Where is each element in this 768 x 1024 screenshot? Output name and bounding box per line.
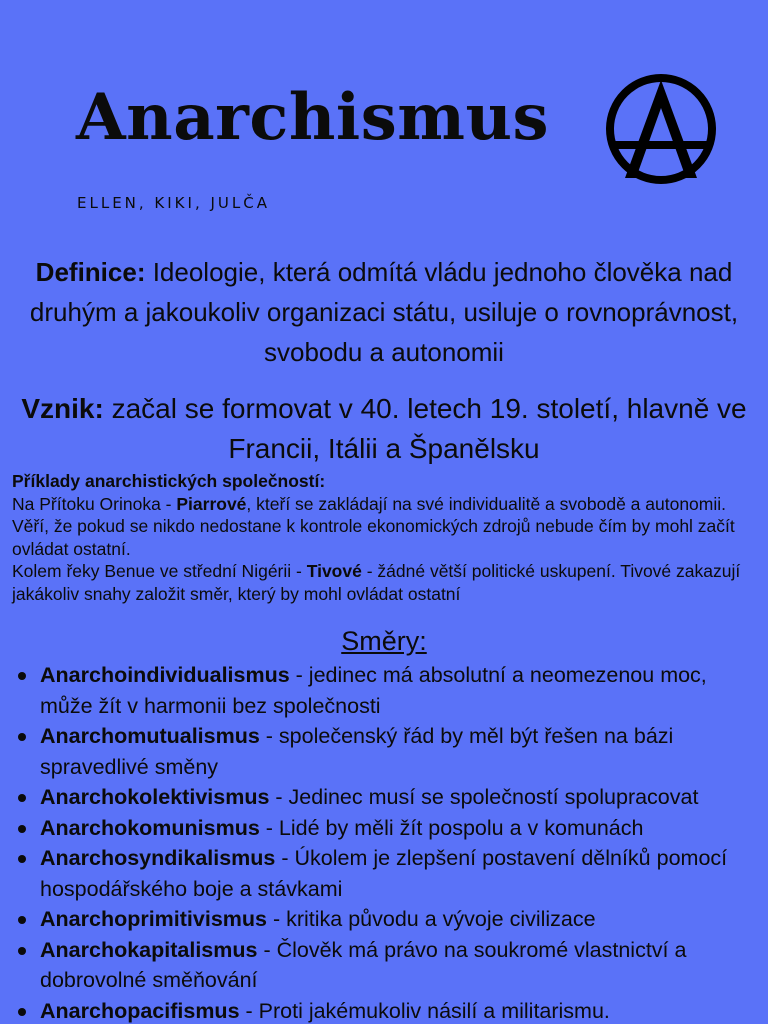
list-item (0, 935, 768, 996)
list-item (0, 721, 768, 782)
direction-name: Anarchoprimitivismus (40, 907, 267, 931)
origin-label: Vznik: (21, 393, 104, 424)
direction-name: Anarchomutualismus (40, 724, 260, 748)
list-item (0, 843, 768, 904)
direction-description: - Jedinec musí se společností spolupracovat (269, 785, 699, 809)
anarchy-symbol-icon (604, 72, 718, 186)
direction-description: - Úkolem je zlepšení postavení dělníků pomocí hospodářského boje a stávkami (40, 846, 728, 901)
list-item (0, 996, 768, 1024)
example-piarrove (12, 493, 762, 561)
example-tivove-prefix: Kolem řeky Benue ve střední Nigérii - (12, 561, 307, 581)
direction-description: - Člověk má právo na soukromé vlastnictví a dobrovolné směňování (40, 937, 687, 992)
example-tivove-name: Tivové (306, 561, 362, 581)
direction-description: - Lidé by měli žít pospolu a v komunách (259, 815, 644, 840)
definition-text: Ideologie, která odmítá vládu jednoho člověka nad druhým a jakoukoliv organizaci státu, usiluje o rovnoprávnost, svobodu a autonomii (29, 257, 739, 367)
example-piarrove-name: Piarrové (176, 493, 247, 514)
example-tivove (12, 560, 762, 605)
direction-description: - Proti jakémukoliv násilí a militarismu. (239, 998, 610, 1023)
direction-name: Anarchokomunismus (40, 815, 260, 840)
examples-heading: Příklady anarchistických společností: (12, 471, 326, 491)
definition-label: Definice: (35, 257, 146, 287)
examples-section (12, 470, 762, 605)
origin-section (20, 389, 748, 469)
example-piarrove-text: , kteří se zakládají na své individualitě a svobodě a autonomii. Věří, že pokud se nikdo nedostane k kontrole ekonomických zdrojů nebude čím by mohl začít ovládat ostatní. (12, 493, 735, 559)
example-tivove-text: - žádné větší politické uskupení. Tivové zakazují jakákoliv snahy založit směr, který by mohl ovládat ostatní (12, 561, 741, 604)
definition-section (20, 252, 748, 372)
list-item (0, 660, 768, 721)
directions-heading: Směry: (341, 626, 427, 656)
list-item (0, 813, 768, 844)
list-item (0, 782, 768, 813)
direction-name: Anarchosyndikalismus (40, 846, 276, 870)
direction-name: Anarchokolektivismus (40, 785, 270, 809)
directions-list (0, 660, 768, 1024)
direction-description: - společenský řád by měl být řešen na bázi spravedlivé směny (40, 724, 674, 779)
direction-name: Anarchokapitalismus (40, 937, 258, 962)
origin-text: začal se formovat v 40. letech 19. století, hlavně ve Francii, Itálii a Španělsku (103, 393, 747, 464)
page-title: Anarchismus (76, 80, 549, 155)
list-item (0, 904, 768, 935)
direction-name: Anarchopacifismus (40, 998, 240, 1023)
example-piarrove-prefix: Na Přítoku Orinoka - (12, 493, 177, 514)
direction-name: Anarchoindividualismus (40, 663, 290, 687)
direction-description: - kritika původu a vývoje civilizace (267, 907, 596, 931)
authors-line: ELLEN, KIKI, JULČA (77, 194, 270, 212)
direction-description: - jedinec má absolutní a neomezenou moc, může žít v harmonii bez společnosti (40, 663, 707, 718)
